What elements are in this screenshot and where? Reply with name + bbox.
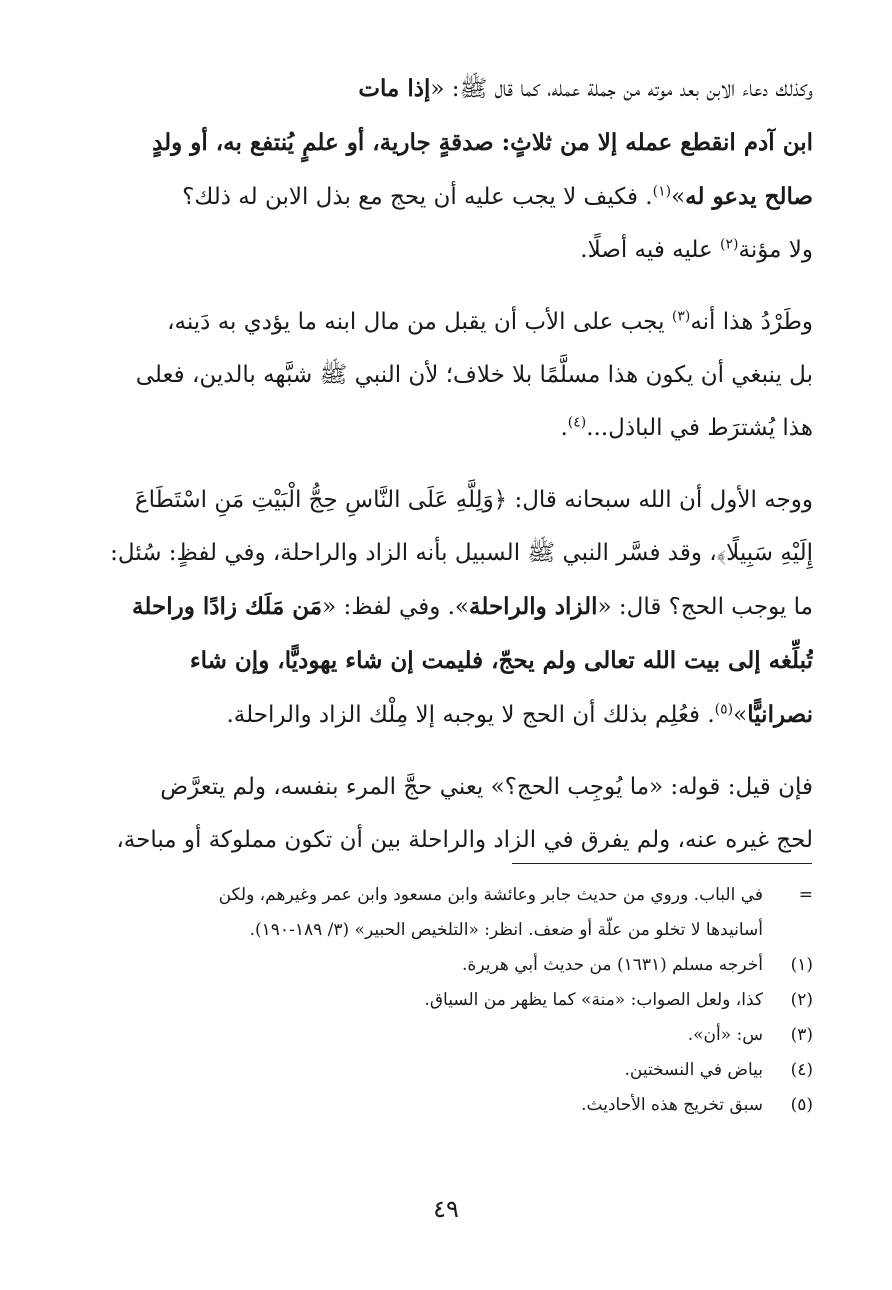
hadith-text: صالح يدعو له xyxy=(685,183,813,210)
text-line xyxy=(78,814,813,867)
text-span: . xyxy=(560,415,568,441)
footnote-text: س: «أن». xyxy=(687,1025,763,1045)
footnote-text: أخرجه مسلم (١٦٣١) من حديث أبي هريرة. xyxy=(462,955,763,975)
footnote-text: بياض في النسختين. xyxy=(624,1060,763,1080)
footnote xyxy=(78,948,813,983)
text-span: ما يوجب الحج؟ قال: « xyxy=(597,594,813,620)
text-line xyxy=(78,527,813,580)
text-span: ». وفي لفظ: « xyxy=(322,594,470,620)
footnote-text: أسانيدها لا تخلو من علّة أو ضعف. انظر: «التلخيص الحبير» (٣/ ١٨٩-١٩٠). xyxy=(249,920,763,940)
footnote-text: في الباب. وروي من حديث جابر وعائشة وابن مسعود وابن عمر وغيرهم، ولكن xyxy=(218,885,763,905)
footnote xyxy=(78,1053,813,1088)
footnote-ref[interactable]: (٥) xyxy=(714,701,734,718)
paragraph-3 xyxy=(78,474,813,742)
text-line xyxy=(78,116,813,170)
text-span: فإن قيل: قوله: «ما يُوجِب الحج؟» يعني حجَّ المرء بنفسه، ولم يتعرَّض xyxy=(160,774,813,800)
footnote-text: سبق تخريج هذه الأحاديث. xyxy=(581,1095,763,1115)
text-line xyxy=(78,402,813,455)
text-span: . فكيف لا يجب عليه أن يحج مع بذل الابن له ذلك؟ xyxy=(182,184,653,210)
text-line xyxy=(78,688,813,742)
footnote-ref[interactable]: (٢) xyxy=(720,236,739,253)
hadith-text: نصرانيًّا xyxy=(747,701,813,728)
footnotes xyxy=(78,878,813,1123)
footnote-mark: (٣) xyxy=(790,1025,813,1045)
footnote xyxy=(78,983,813,1018)
text-span: يجب على الأب أن يقبل من مال ابنه ما يؤدي به دَينه، xyxy=(167,309,672,335)
footnote-ref[interactable]: (١) xyxy=(652,183,672,200)
footnote-mark: (٢) xyxy=(790,990,813,1010)
text-line xyxy=(78,349,813,402)
text-line xyxy=(78,170,813,224)
footnote-mark: (٤) xyxy=(790,1060,813,1080)
footnote-mark: (١) xyxy=(790,955,813,975)
footnote-ref[interactable]: (٣) xyxy=(671,308,691,325)
footnote xyxy=(78,1018,813,1053)
text-span: لحج غيره عنه، ولم يفرق في الزاد والراحلة بين أن تكون مملوكة أو مباحة، xyxy=(116,827,813,853)
text-span: هذا يُشترَط في الباذل... xyxy=(586,415,813,441)
hadith-text: الزاد والراحلة xyxy=(469,593,598,620)
text-line xyxy=(78,224,813,277)
footnote-text: كذا، ولعل الصواب: «منة» كما يظهر من السياق. xyxy=(424,990,763,1010)
footnote-mark: = xyxy=(798,885,813,905)
paragraph-2 xyxy=(78,296,813,455)
footnote-ref[interactable]: (٤) xyxy=(567,414,587,431)
text-span: عليه فيه أصلًا. xyxy=(580,237,721,263)
footnote xyxy=(78,913,813,948)
hadith-text: إذا مات xyxy=(358,75,431,102)
text-span: وطَرْدُ هذا أنه xyxy=(690,309,813,335)
text-line xyxy=(78,580,813,634)
hadith-text: ابن آدم انقطع عمله إلا من ثلاثٍ: صدقةٍ جارية، أو علمٍ يُنتفع به، أو ولدٍ xyxy=(152,129,813,156)
hadith-text: مَن مَلَك زادًا وراحلة xyxy=(132,593,323,620)
text-span: إِلَيْهِ سَبِيلًا﴾، وقد فسَّر النبي ﷺ السبيل بأنه الزاد والراحلة، وفي لفظٍ: سُئل: xyxy=(110,540,813,566)
footnote xyxy=(78,1088,813,1123)
quote-mark: » xyxy=(733,702,748,728)
text-line xyxy=(78,761,813,814)
text-line xyxy=(78,296,813,349)
footnote-mark: (٥) xyxy=(790,1095,813,1115)
text-span: بل ينبغي أن يكون هذا مسلَّمًا بلا خلاف؛ لأن النبي ﷺ شبَّهه بالدين، فعلى xyxy=(135,362,813,388)
text-span: ووجه الأول أن الله سبحانه قال: ﴿وَلِلَّهِ عَلَى النَّاسِ حِجُّ الْبَيْتِ مَنِ اسْتَطَاعَ xyxy=(134,487,813,513)
hadith-text: تُبلِّغه إلى بيت الله تعالى ولم يحجّ، فليمت إن شاء يهوديًّا، وإن شاء xyxy=(189,647,813,674)
text-span: وكذلك دعاء الابن بعد موته من جملة عمله، كما قال ﷺ: « xyxy=(430,76,813,102)
paragraph-1 xyxy=(78,62,813,277)
text-line xyxy=(78,474,813,527)
text-span: . فعُلِم بذلك أن الحج لا يوجبه إلا مِلْك الزاد والراحلة. xyxy=(226,702,715,728)
text-line xyxy=(78,62,813,116)
footnote-divider xyxy=(512,863,812,864)
quote-mark: » xyxy=(671,184,686,210)
text-line xyxy=(78,634,813,688)
main-text xyxy=(78,62,813,886)
paragraph-4 xyxy=(78,761,813,867)
footnote xyxy=(78,878,813,913)
text-span: ولا مؤنة xyxy=(738,237,813,263)
page-number: ٤٩ xyxy=(433,1195,459,1223)
